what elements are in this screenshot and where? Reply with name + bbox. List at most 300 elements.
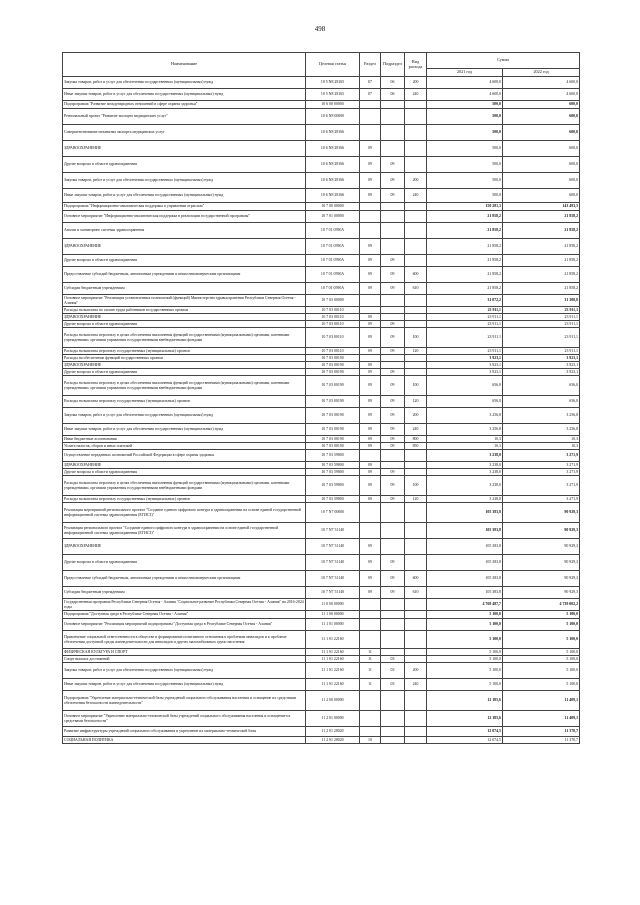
row-name-cell: Предоставление субсидий бюджетным, автономным учреждениям и иным некоммерческим организациям <box>63 267 306 283</box>
table-row <box>63 223 580 239</box>
row-subsection-cell <box>381 727 405 737</box>
row-section-cell <box>360 109 381 125</box>
row-name-cell: Иные закупки товаров, работ и услуг для обеспечения государственных (муниципальных) нужд <box>63 424 306 436</box>
table-row <box>63 711 580 727</box>
row-name-cell: СОЦИАЛЬНАЯ ПОЛИТИКА <box>63 737 306 744</box>
row-expense-type-cell: 120 <box>405 348 427 355</box>
row-subsection-cell: 09 <box>381 571 405 587</box>
row-sum-2022-cell: 600,0 <box>503 189 580 203</box>
row-subsection-cell: 09 <box>381 369 405 376</box>
row-section-cell <box>360 599 381 611</box>
row-target-article-cell: 10 7 03 00190 <box>306 436 360 443</box>
row-section-cell: 09 <box>360 376 381 396</box>
row-subsection-cell: 09 <box>381 189 405 203</box>
row-subsection-cell: 09 <box>381 348 405 355</box>
row-section-cell: 09 <box>360 348 381 355</box>
header-expense-type: Вид расхода <box>405 53 427 77</box>
row-name-cell: Иные закупки товаров, работ и услуг для обеспечения государственных (муниципальных) нужд <box>63 89 306 101</box>
row-sum-2021-cell: 12 074,5 <box>427 737 503 744</box>
row-subsection-cell: 09 <box>381 555 405 571</box>
row-sum-2022-cell: 90 929,3 <box>503 587 580 599</box>
row-name-cell: Субсидии бюджетным учреждениям <box>63 587 306 599</box>
header-year-2022: 2022 год <box>503 69 580 77</box>
row-target-article-cell: 10 7 N7 51140 <box>306 587 360 599</box>
row-expense-type-cell <box>405 157 427 173</box>
row-target-article-cell: 10 7 01 0590A <box>306 239 360 255</box>
row-expense-type-cell <box>405 295 427 307</box>
table-row <box>63 369 580 376</box>
row-name-cell: Закупка товаров, работ и услуг для обеспечения государственных (муниципальных) нужд <box>63 663 306 679</box>
table-row <box>63 727 580 737</box>
row-section-cell: 09 <box>360 443 381 450</box>
row-expense-type-cell <box>405 469 427 476</box>
row-sum-2022-cell: 3 271,9 <box>503 496 580 503</box>
row-target-article-cell: 11 1 01 00000 <box>306 619 360 631</box>
row-name-cell: Другие вопросы в области здравоохранения <box>63 255 306 267</box>
row-sum-2022-cell: 3 271,9 <box>503 462 580 469</box>
row-sum-2021-cell: 5 100,0 <box>427 649 503 656</box>
row-subsection-cell: 09 <box>381 408 405 424</box>
row-expense-type-cell: 200 <box>405 173 427 189</box>
row-target-article-cell: 11 1 01 22160 <box>306 679 360 691</box>
row-section-cell: 09 <box>360 571 381 587</box>
row-sum-2022-cell: 4 600,0 <box>503 89 580 101</box>
table-row <box>63 314 580 321</box>
row-expense-type-cell <box>405 239 427 255</box>
row-expense-type-cell <box>405 555 427 571</box>
row-expense-type-cell: 600 <box>405 267 427 283</box>
row-subsection-cell <box>381 711 405 727</box>
row-target-article-cell: 11 2 01 28020 <box>306 737 360 744</box>
row-expense-type-cell <box>405 631 427 649</box>
row-target-article-cell: 10 7 01 0590A <box>306 223 360 239</box>
row-target-article-cell: 10 7 03 59800 <box>306 496 360 503</box>
row-target-article-cell: 10 7 N7 51140 <box>306 555 360 571</box>
row-name-cell: Расходы на выплаты персоналу государственных (муниципальных) органов <box>63 348 306 355</box>
row-expense-type-cell: 120 <box>405 496 427 503</box>
row-sum-2022-cell: 5 100,0 <box>503 611 580 619</box>
table-row <box>63 496 580 503</box>
row-section-cell: 09 <box>360 239 381 255</box>
row-sum-2021-cell: 105 383,8 <box>427 539 503 555</box>
row-target-article-cell: 10 6 N8 28166 <box>306 157 360 173</box>
row-name-cell: ЗДРАВООХРАНЕНИЕ <box>63 539 306 555</box>
row-expense-type-cell <box>405 223 427 239</box>
row-sum-2022-cell: 3 923,1 <box>503 362 580 369</box>
table-row <box>63 663 580 679</box>
row-section-cell: 07 <box>360 89 381 101</box>
row-sum-2021-cell: 3 923,1 <box>427 362 503 369</box>
row-sum-2021-cell: 12 074,5 <box>427 727 503 737</box>
row-sum-2021-cell: 21 858,2 <box>427 255 503 267</box>
row-sum-2021-cell: 500,0 <box>427 141 503 157</box>
row-sum-2022-cell: 21 858,2 <box>503 267 580 283</box>
table-row <box>63 649 580 656</box>
row-section-cell: 09 <box>360 436 381 443</box>
row-section-cell: 09 <box>360 555 381 571</box>
row-target-article-cell: 10 7 03 00190 <box>306 408 360 424</box>
row-subsection-cell <box>381 211 405 223</box>
row-name-cell: Основное мероприятие "Информационно-аналитическая поддержка в реализации государственной программы" <box>63 211 306 223</box>
table-row <box>63 737 580 744</box>
row-expense-type-cell: 240 <box>405 679 427 691</box>
table-row <box>63 631 580 649</box>
row-subsection-cell <box>381 539 405 555</box>
row-target-article-cell: 10 7 01 00000 <box>306 211 360 223</box>
table-row <box>63 141 580 157</box>
table-body <box>63 77 580 744</box>
row-section-cell: 11 <box>360 649 381 656</box>
row-expense-type-cell <box>405 462 427 469</box>
row-sum-2022-cell: 5 100,0 <box>503 649 580 656</box>
row-name-cell: Расходы на выплаты персоналу государственных (муниципальных) органов <box>63 396 306 408</box>
row-name-cell: Закупка товаров, работ и услуг для обеспечения государственных (муниципальных) нужд <box>63 173 306 189</box>
row-expense-type-cell <box>405 125 427 141</box>
row-name-cell: ФИЗИЧЕСКАЯ КУЛЬТУРА И СПОРТ <box>63 649 306 656</box>
row-subsection-cell <box>381 239 405 255</box>
row-sum-2021-cell: 3 923,1 <box>427 355 503 362</box>
row-section-cell: 10 <box>360 737 381 744</box>
row-sum-2022-cell: 5 100,0 <box>503 663 580 679</box>
row-section-cell: 09 <box>360 141 381 157</box>
row-section-cell <box>360 631 381 649</box>
row-subsection-cell <box>381 355 405 362</box>
row-name-cell: Спорт высших достижений <box>63 656 306 663</box>
row-subsection-cell: 06 <box>381 77 405 89</box>
row-subsection-cell <box>381 462 405 469</box>
row-sum-2022-cell: 23 911,1 <box>503 314 580 321</box>
row-target-article-cell: 10 7 03 00110 <box>306 328 360 348</box>
table-row <box>63 436 580 443</box>
row-sum-2021-cell: 500,0 <box>427 189 503 203</box>
header-name: Наименование <box>63 53 306 77</box>
row-subsection-cell: 09 <box>381 157 405 173</box>
row-section-cell <box>360 711 381 727</box>
row-name-cell: Развитие инфраструктуры учреждений социального обслуживания и укрепление их материально-технической базы <box>63 727 306 737</box>
row-subsection-cell <box>381 450 405 462</box>
table-row <box>63 443 580 450</box>
row-name-cell: Подпрограмма "Доступная среда в Республике Северная Осетия - Алания" <box>63 611 306 619</box>
row-sum-2022-cell: 600,0 <box>503 157 580 173</box>
row-expense-type-cell <box>405 619 427 631</box>
row-name-cell: ЗДРАВООХРАНЕНИЕ <box>63 362 306 369</box>
table-row <box>63 679 580 691</box>
row-expense-type-cell: 120 <box>405 396 427 408</box>
table-row <box>63 89 580 101</box>
row-expense-type-cell: 200 <box>405 77 427 89</box>
row-sum-2021-cell: 21 858,2 <box>427 267 503 283</box>
row-sum-2021-cell: 3 256,8 <box>427 424 503 436</box>
row-name-cell: Другие вопросы в области здравоохранения <box>63 469 306 476</box>
row-section-cell: 09 <box>360 396 381 408</box>
row-section-cell: 09 <box>360 157 381 173</box>
table-row <box>63 295 580 307</box>
row-target-article-cell: 10 5 N8 28165 <box>306 89 360 101</box>
row-target-article-cell: 10 7 03 00190 <box>306 424 360 436</box>
row-sum-2022-cell: 90 929,3 <box>503 503 580 523</box>
row-sum-2021-cell: 656,0 <box>427 376 503 396</box>
row-subsection-cell <box>381 503 405 523</box>
row-expense-type-cell <box>405 450 427 462</box>
row-subsection-cell <box>381 362 405 369</box>
row-name-cell: Иные закупки товаров, работ и услуг для обеспечения государственных (муниципальных) нужд <box>63 189 306 203</box>
row-target-article-cell: 11 1 01 22160 <box>306 663 360 679</box>
row-sum-2022-cell: 23 911,1 <box>503 348 580 355</box>
row-sum-2022-cell: 21 858,2 <box>503 239 580 255</box>
row-sum-2021-cell: 5 100,0 <box>427 611 503 619</box>
row-sum-2022-cell: 600,0 <box>503 101 580 109</box>
row-section-cell <box>360 211 381 223</box>
row-section-cell <box>360 295 381 307</box>
row-sum-2021-cell: 3 238,0 <box>427 476 503 496</box>
row-subsection-cell <box>381 307 405 314</box>
table-row <box>63 376 580 396</box>
row-sum-2022-cell: 10,3 <box>503 443 580 450</box>
row-subsection-cell <box>381 141 405 157</box>
row-name-cell: Реализация мероприятий регионального проекта "Создание единого цифрового контура в здравоохранении на основе единой государственной информационной системы здравоохранения (ЕГИСЗ)" <box>63 503 306 523</box>
row-sum-2022-cell: 3 923,1 <box>503 369 580 376</box>
row-target-article-cell: 11 2 01 00000 <box>306 711 360 727</box>
row-target-article-cell: 10 7 03 00110 <box>306 321 360 328</box>
row-section-cell: 09 <box>360 328 381 348</box>
row-expense-type-cell: 850 <box>405 443 427 450</box>
row-expense-type-cell: 200 <box>405 408 427 424</box>
row-sum-2021-cell: 5 100,0 <box>427 679 503 691</box>
row-name-cell: Подпрограмма "Информационно-аналитическая поддержка в управлении отраслью" <box>63 203 306 211</box>
row-name-cell: Основное мероприятие "Укрепление материально-технической базы учреждений социального обслуживания населения и оснащение их средствами безопасности" <box>63 711 306 727</box>
row-name-cell: Уплата налогов, сборов и иных платежей <box>63 443 306 450</box>
row-expense-type-cell <box>405 355 427 362</box>
budget-table <box>62 52 580 744</box>
row-sum-2022-cell: 11 409,1 <box>503 711 580 727</box>
row-expense-type-cell <box>405 314 427 321</box>
row-section-cell <box>360 450 381 462</box>
row-target-article-cell: 11 1 01 22160 <box>306 631 360 649</box>
row-subsection-cell: 09 <box>381 321 405 328</box>
row-subsection-cell: 03 <box>381 679 405 691</box>
row-section-cell: 09 <box>360 283 381 295</box>
row-expense-type-cell <box>405 599 427 611</box>
row-sum-2021-cell: 3 238,0 <box>427 462 503 469</box>
row-expense-type-cell <box>405 255 427 267</box>
row-section-cell: 09 <box>360 408 381 424</box>
row-subsection-cell: 06 <box>381 89 405 101</box>
row-expense-type-cell <box>405 523 427 539</box>
table-row <box>63 348 580 355</box>
row-sum-2022-cell: 90 929,3 <box>503 571 580 587</box>
table-row <box>63 321 580 328</box>
row-sum-2022-cell: 600,0 <box>503 125 580 141</box>
table-row <box>63 523 580 539</box>
row-name-cell: Основное мероприятие "Реализация мероприятий подпрограммы "Доступная среда в Республике Северная Осетия - Алания" <box>63 619 306 631</box>
row-sum-2021-cell: 21 858,2 <box>427 223 503 239</box>
row-target-article-cell: 11 1 01 22160 <box>306 649 360 656</box>
row-sum-2022-cell: 23 911,1 <box>503 321 580 328</box>
row-name-cell: Другие вопросы в области здравоохранения <box>63 157 306 173</box>
row-subsection-cell <box>381 599 405 611</box>
row-expense-type-cell: 600 <box>405 571 427 587</box>
row-target-article-cell: 10 7 03 00190 <box>306 396 360 408</box>
row-subsection-cell: 09 <box>381 443 405 450</box>
table-row <box>63 691 580 711</box>
row-sum-2022-cell: 21 858,2 <box>503 211 580 223</box>
row-target-article-cell: 10 7 N7 51140 <box>306 571 360 587</box>
row-section-cell: 09 <box>360 369 381 376</box>
table-row <box>63 571 580 587</box>
row-sum-2021-cell: 105 383,8 <box>427 571 503 587</box>
row-expense-type-cell: 240 <box>405 89 427 101</box>
row-section-cell <box>360 223 381 239</box>
row-name-cell: Анализ и мониторинг системы здравоохранения <box>63 223 306 239</box>
row-sum-2021-cell: 5 100,0 <box>427 631 503 649</box>
header-subsection: Подраздел <box>381 53 405 77</box>
row-target-article-cell: 10 7 N7 51140 <box>306 539 360 555</box>
header-section: Раздел <box>360 53 381 77</box>
row-sum-2021-cell: 23 911,1 <box>427 314 503 321</box>
row-sum-2022-cell: 600,0 <box>503 141 580 157</box>
row-expense-type-cell <box>405 307 427 314</box>
row-sum-2021-cell: 5 100,0 <box>427 619 503 631</box>
row-expense-type-cell: 800 <box>405 436 427 443</box>
row-section-cell <box>360 355 381 362</box>
row-target-article-cell: 10 7 03 00190 <box>306 443 360 450</box>
row-expense-type-cell <box>405 711 427 727</box>
row-subsection-cell <box>381 523 405 539</box>
row-sum-2021-cell: 12 185,6 <box>427 691 503 711</box>
row-sum-2021-cell: 5 100,0 <box>427 656 503 663</box>
row-sum-2022-cell: 90 929,3 <box>503 539 580 555</box>
row-name-cell: ЗДРАВООХРАНЕНИЕ <box>63 462 306 469</box>
row-section-cell <box>360 727 381 737</box>
row-expense-type-cell <box>405 727 427 737</box>
row-expense-type-cell <box>405 321 427 328</box>
row-subsection-cell <box>381 109 405 125</box>
table-row <box>63 462 580 469</box>
row-expense-type-cell <box>405 101 427 109</box>
table-row <box>63 173 580 189</box>
row-target-article-cell: 10 6 N8 28166 <box>306 189 360 203</box>
row-target-article-cell: 10 6 N8 28166 <box>306 173 360 189</box>
table-row <box>63 450 580 462</box>
table-row <box>63 503 580 523</box>
table-row <box>63 656 580 663</box>
row-expense-type-cell <box>405 649 427 656</box>
row-sum-2021-cell: 656,0 <box>427 396 503 408</box>
row-subsection-cell: 09 <box>381 267 405 283</box>
row-sum-2022-cell: 3 256,8 <box>503 424 580 436</box>
row-sum-2022-cell: 10,3 <box>503 436 580 443</box>
row-sum-2021-cell: 21 858,2 <box>427 283 503 295</box>
row-section-cell: 11 <box>360 679 381 691</box>
row-name-cell: Иные бюджетные ассигнования <box>63 436 306 443</box>
row-expense-type-cell: 240 <box>405 424 427 436</box>
row-expense-type-cell <box>405 656 427 663</box>
row-subsection-cell <box>381 631 405 649</box>
row-target-article-cell: 10 7 03 00110 <box>306 314 360 321</box>
row-sum-2022-cell: 11 409,1 <box>503 691 580 711</box>
row-sum-2021-cell: 21 858,2 <box>427 211 503 223</box>
row-target-article-cell: 10 7 03 00190 <box>306 362 360 369</box>
row-target-article-cell: 10 7 03 59800 <box>306 469 360 476</box>
row-section-cell: 07 <box>360 77 381 89</box>
row-name-cell: Расходы на выплаты по оплате труда работников государственных органов <box>63 307 306 314</box>
row-sum-2021-cell: 3 238,0 <box>427 496 503 503</box>
row-expense-type-cell: 240 <box>405 189 427 203</box>
row-name-cell: Расходы на выплаты персоналу государственных (муниципальных) органов <box>63 496 306 503</box>
row-subsection-cell: 09 <box>381 255 405 267</box>
row-expense-type-cell <box>405 503 427 523</box>
table-row <box>63 355 580 362</box>
row-target-article-cell: 10 7 00 00000 <box>306 203 360 211</box>
row-name-cell: ЗДРАВООХРАНЕНИЕ <box>63 314 306 321</box>
row-section-cell: 09 <box>360 476 381 496</box>
row-name-cell: Подпрограмма "Укрепление материально-технической базы учреждений социального обслуживания населения и оснащение их средствами обеспечения безопасности жизнедеятельности" <box>63 691 306 711</box>
table-row <box>63 396 580 408</box>
row-sum-2021-cell: 105 383,8 <box>427 555 503 571</box>
row-section-cell <box>360 611 381 619</box>
row-subsection-cell <box>381 649 405 656</box>
row-subsection-cell: 09 <box>381 376 405 396</box>
table-row <box>63 125 580 141</box>
row-section-cell: 09 <box>360 189 381 203</box>
row-section-cell: 09 <box>360 321 381 328</box>
row-sum-2021-cell: 105 383,8 <box>427 587 503 599</box>
row-target-article-cell: 10 7 N7 51140 <box>306 523 360 539</box>
table-row <box>63 189 580 203</box>
row-sum-2021-cell: 105 383,8 <box>427 523 503 539</box>
row-sum-2022-cell: 600,0 <box>503 109 580 125</box>
row-section-cell <box>360 101 381 109</box>
row-section-cell <box>360 203 381 211</box>
table-row <box>63 587 580 599</box>
row-sum-2021-cell: 23 911,1 <box>427 307 503 314</box>
header-year-2021: 2021 год <box>427 69 503 77</box>
row-sum-2022-cell: 600,0 <box>503 173 580 189</box>
table-row <box>63 101 580 109</box>
row-subsection-cell: 03 <box>381 656 405 663</box>
row-subsection-cell <box>381 223 405 239</box>
row-section-cell: 09 <box>360 173 381 189</box>
row-expense-type-cell: 100 <box>405 476 427 496</box>
row-name-cell: ЗДРАВООХРАНЕНИЕ <box>63 239 306 255</box>
row-target-article-cell: 11 1 01 22160 <box>306 656 360 663</box>
row-subsection-cell <box>381 611 405 619</box>
row-sum-2021-cell: 5 100,0 <box>427 663 503 679</box>
row-sum-2021-cell: 500,0 <box>427 109 503 125</box>
row-name-cell: ЗДРАВООХРАНЕНИЕ <box>63 141 306 157</box>
row-subsection-cell <box>381 203 405 211</box>
row-sum-2021-cell: 500,0 <box>427 173 503 189</box>
row-target-article-cell: 10 6 N8 28166 <box>306 141 360 157</box>
row-name-cell: Расходы на выплаты персоналу в целях обеспечения выполнения функций государственными (муниципальными) органами, казенными учреждениями, органами управления государственными внебюджетными фондами <box>63 476 306 496</box>
table-row <box>63 211 580 223</box>
row-section-cell <box>360 125 381 141</box>
row-sum-2021-cell: 4 600,0 <box>427 89 503 101</box>
table-row <box>63 555 580 571</box>
row-name-cell: Осуществление переданных полномочий Российской Федерации в сфере охраны здоровья <box>63 450 306 462</box>
row-sum-2021-cell: 105 383,8 <box>427 503 503 523</box>
row-section-cell <box>360 503 381 523</box>
row-section-cell: 09 <box>360 539 381 555</box>
row-section-cell <box>360 523 381 539</box>
table-row <box>63 283 580 295</box>
row-sum-2022-cell: 4 600,0 <box>503 77 580 89</box>
row-target-article-cell: 10 7 03 00110 <box>306 348 360 355</box>
table-row <box>63 539 580 555</box>
row-subsection-cell: 09 <box>381 283 405 295</box>
row-target-article-cell: 10 5 N8 28165 <box>306 77 360 89</box>
row-expense-type-cell <box>405 539 427 555</box>
